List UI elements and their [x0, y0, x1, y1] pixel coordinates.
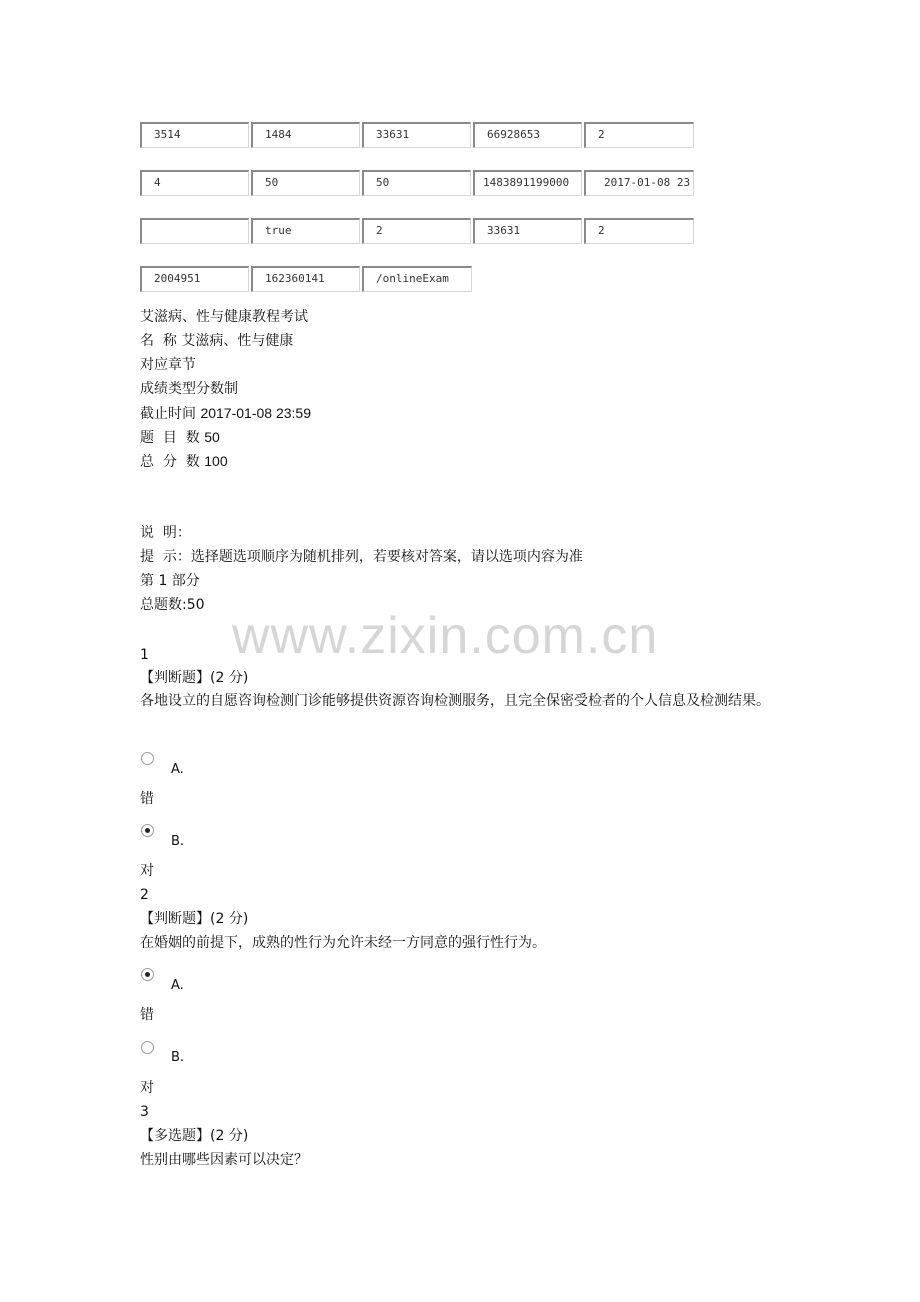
field-r2-c2[interactable]: 50 — [251, 170, 360, 196]
exam-name-label: 名 称 — [140, 333, 177, 349]
exam-question-count-value: 50 — [204, 429, 220, 445]
field-r1-c3[interactable]: 33631 — [362, 122, 471, 148]
question-type: 【多选题】(2 分) — [140, 1128, 249, 1144]
option-text: 对 — [140, 1080, 154, 1096]
exam-deadline-value: 2017-01-08 23:59 — [200, 405, 311, 421]
exam-total-score-value: 100 — [204, 453, 228, 469]
option-radio-selected[interactable] — [141, 824, 154, 837]
field-r4-c3[interactable]: /onlineExam — [362, 266, 472, 292]
question-text: 在婚姻的前提下，成熟的性行为允许未经一方同意的强行性行为。 — [140, 935, 546, 951]
option-radio[interactable] — [141, 752, 154, 765]
question-type: 【判断题】(2 分) — [140, 670, 249, 686]
question-number: 2 — [140, 887, 149, 903]
option-text: 错 — [140, 791, 154, 807]
question-type: 【判断题】(2 分) — [140, 911, 249, 927]
part-heading: 第 1 部分 — [140, 573, 200, 589]
field-r3-c4[interactable]: 33631 — [473, 218, 582, 244]
question-text: 各地设立的自愿咨询检测门诊能够提供资源咨询检测服务，且完全保密受检者的个人信息及检测结果。 — [140, 693, 770, 709]
question-number: 1 — [140, 647, 149, 663]
exam-total-score — [140, 452, 228, 471]
field-r4-c2[interactable]: 162360141 — [251, 266, 360, 292]
option-radio-selected[interactable] — [141, 968, 154, 981]
watermark: www.zixin.com.cn — [232, 607, 659, 665]
field-r2-c5[interactable]: 2017-01-08 23 — [584, 170, 694, 196]
exam-deadline — [140, 404, 311, 423]
exam-question-count-label: 题 目 数 — [140, 430, 200, 446]
exam-name-value: 艾滋病、性与健康 — [181, 333, 294, 349]
field-r3-c5[interactable]: 2 — [584, 218, 694, 244]
exam-deadline-label: 截止时间 — [140, 406, 196, 422]
field-r2-c1[interactable]: 4 — [140, 170, 249, 196]
exam-chapter: 对应章节 — [140, 357, 196, 373]
option-letter: B. — [171, 834, 185, 849]
option-letter: B. — [171, 1050, 185, 1065]
option-text: 错 — [140, 1007, 154, 1023]
field-r2-c3[interactable]: 50 — [362, 170, 471, 196]
question-text: 性别由哪些因素可以决定？ — [140, 1152, 308, 1168]
option-letter: A. — [171, 762, 184, 777]
field-r1-c2[interactable]: 1484 — [251, 122, 360, 148]
option-text: 对 — [140, 863, 154, 879]
field-r3-c3[interactable]: 2 — [362, 218, 471, 244]
field-r2-c4[interactable]: 1483891199000 — [473, 170, 582, 196]
option-radio[interactable] — [141, 1041, 154, 1054]
field-r4-c1[interactable]: 2004951 — [140, 266, 249, 292]
field-r3-c1[interactable] — [140, 218, 249, 244]
exam-name — [140, 332, 293, 350]
exam-title: 艾滋病、性与健康教程考试 — [140, 309, 308, 325]
option-letter: A. — [171, 978, 184, 993]
instructions-label: 说 明： — [140, 525, 191, 541]
exam-question-count — [140, 428, 220, 447]
question-number: 3 — [140, 1104, 149, 1120]
field-r1-c5[interactable]: 2 — [584, 122, 694, 148]
field-r1-c1[interactable]: 3514 — [140, 122, 249, 148]
field-r1-c4[interactable]: 66928653 — [473, 122, 582, 148]
exam-total-score-label: 总 分 数 — [140, 454, 200, 470]
field-r3-c2[interactable]: true — [251, 218, 360, 244]
total-questions: 总题数:50 — [140, 597, 205, 613]
exam-grade-type: 成绩类型分数制 — [140, 381, 238, 397]
instructions-tip: 提 示：选择题选项顺序为随机排列，若要核对答案，请以选项内容为准 — [140, 549, 583, 565]
